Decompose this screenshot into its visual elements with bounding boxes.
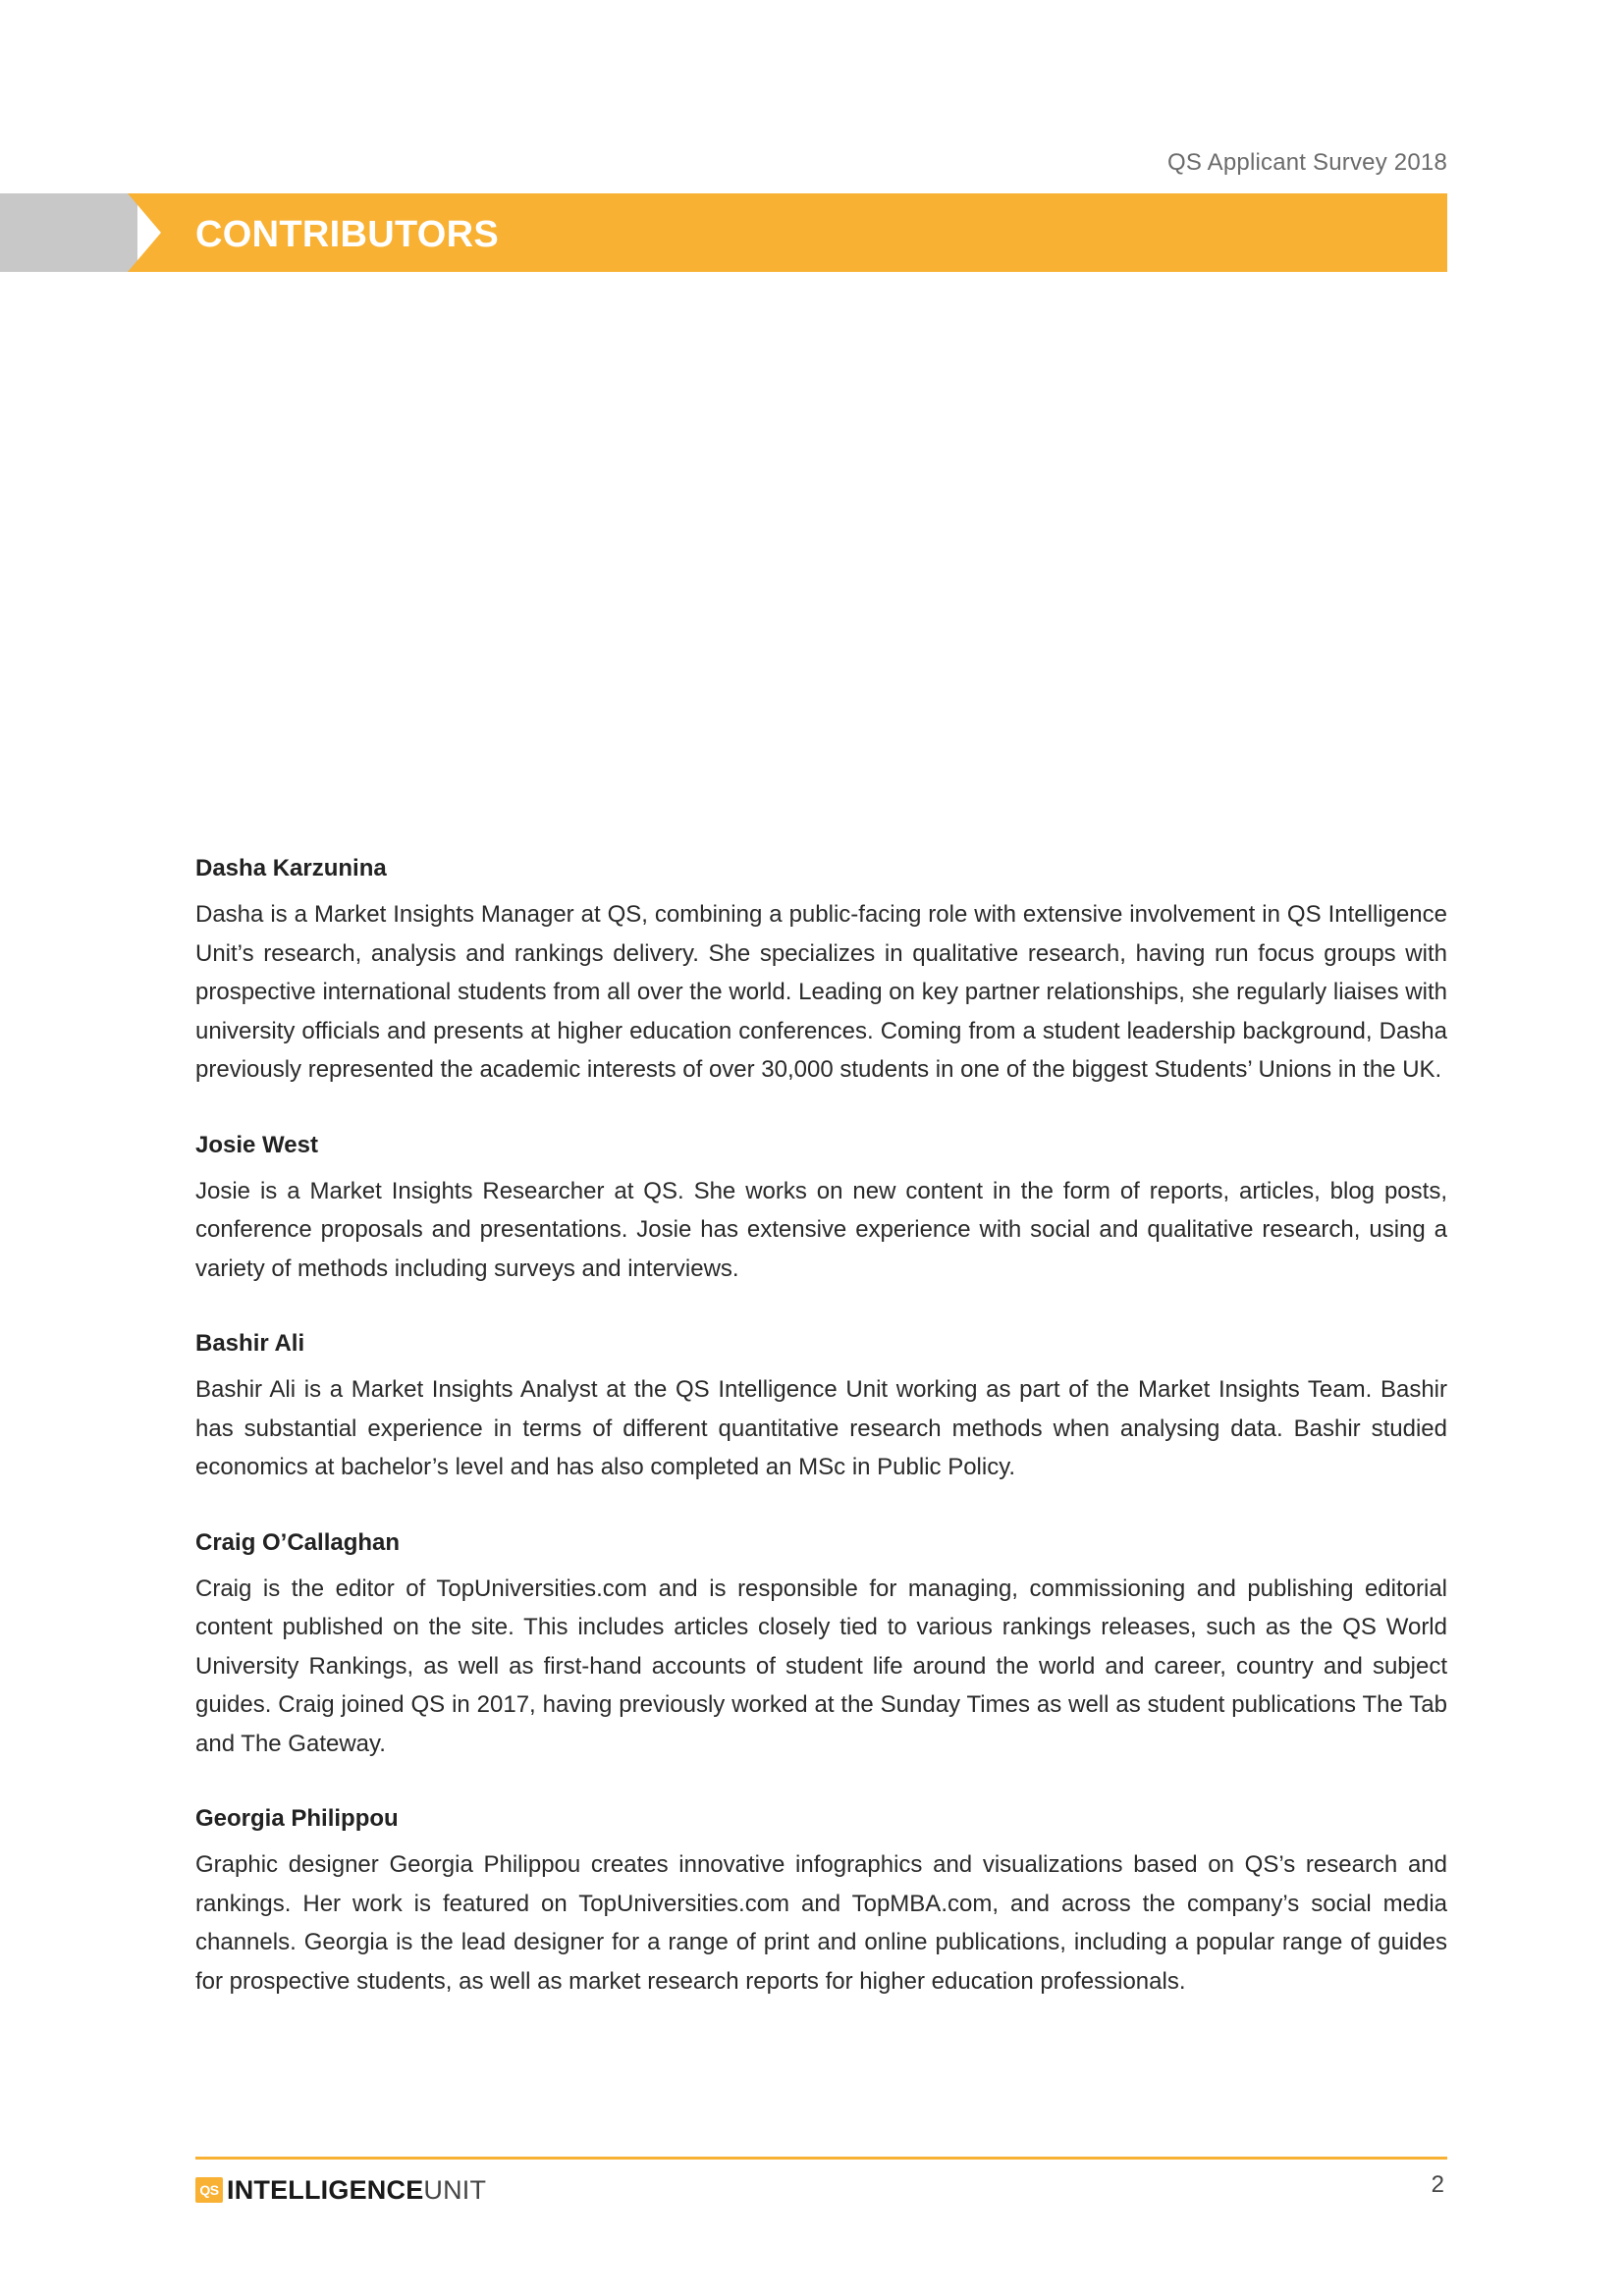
contributor-entry <box>195 852 1447 1090</box>
contributor-entry <box>195 1526 1447 1764</box>
page-number: 2 <box>1431 2171 1444 2198</box>
contributor-name: Bashir Ali <box>195 1330 305 1357</box>
contributor-bio: Josie is a Market Insights Researcher at QS. She works on new content in the form of reports, articles, blog posts, conference proposals and presentations. Josie has extensive experience with social and qualitative research, using a variety of methods including surveys and interviews. <box>195 1177 1447 1282</box>
contributor-bio: Graphic designer Georgia Philippou creates innovative infographics and visualizations based on QS’s research and rankings. Her work is featured on TopUniversities.com and TopMBA.com, and across the company’s social media channels. Georgia is the lead designer for a range of print and online publications, including a popular range of guides for prospective students, as well as market research reports for higher education professionals. <box>195 1851 1447 1995</box>
section-title: CONTRIBUTORS <box>195 214 500 255</box>
qs-intelligence-unit-logo <box>195 2175 486 2205</box>
contributors-list <box>195 852 1447 2040</box>
qs-logo-icon: QS <box>195 2177 223 2203</box>
contributor-bio: Bashir Ali is a Market Insights Analyst at the QS Intelligence Unit working as part of the Market Insights Team. Bashir has substantial experience in terms of different quantitative research methods when analysing data. Bashir studied economics at bachelor’s level and has also completed an MSc in Public Policy. <box>195 1376 1447 1480</box>
logo-text-intelligence: INTELLIGENCE <box>227 2174 424 2205</box>
contributor-name: Craig O’Callaghan <box>195 1528 401 1556</box>
banner-grey-tab <box>0 193 137 272</box>
contributor-entry <box>195 1802 1447 2001</box>
contributor-name: Georgia Philippou <box>195 1805 399 1832</box>
footer-divider <box>195 2157 1447 2160</box>
contributor-bio: Dasha is a Market Insights Manager at QS, combining a public-facing role with extensive involvement in QS Intelligence Unit’s research, analysis and rankings delivery. She specializes in qualitative research, having run focus groups with prospective international students from all over the world. Leading on key partner relationships, she regularly liaises with university officials and presents at higher education conferences. Coming from a student leadership background, Dasha previously represented the academic interests of over 30,000 students in one of the biggest Students’ Unions in the UK. <box>195 901 1447 1083</box>
contributor-bio: Craig is the editor of TopUniversities.com and is responsible for managing, commissioning and publishing editorial content published on the site. This includes articles closely tied to various rankings releases, such as the QS World University Rankings, as well as first-hand accounts of student life around the world and career, country and subject guides. Craig joined QS in 2017, having previously worked at the Sunday Times as well as student publications The Tab and The Gateway. <box>195 1575 1447 1757</box>
contributor-entry <box>195 1129 1447 1289</box>
contributor-name: Josie West <box>195 1131 318 1158</box>
logo-text-unit: UNIT <box>423 2174 487 2205</box>
contributor-entry <box>195 1327 1447 1487</box>
contributor-name: Dasha Karzunina <box>195 855 387 881</box>
running-header: QS Applicant Survey 2018 <box>1167 149 1447 176</box>
